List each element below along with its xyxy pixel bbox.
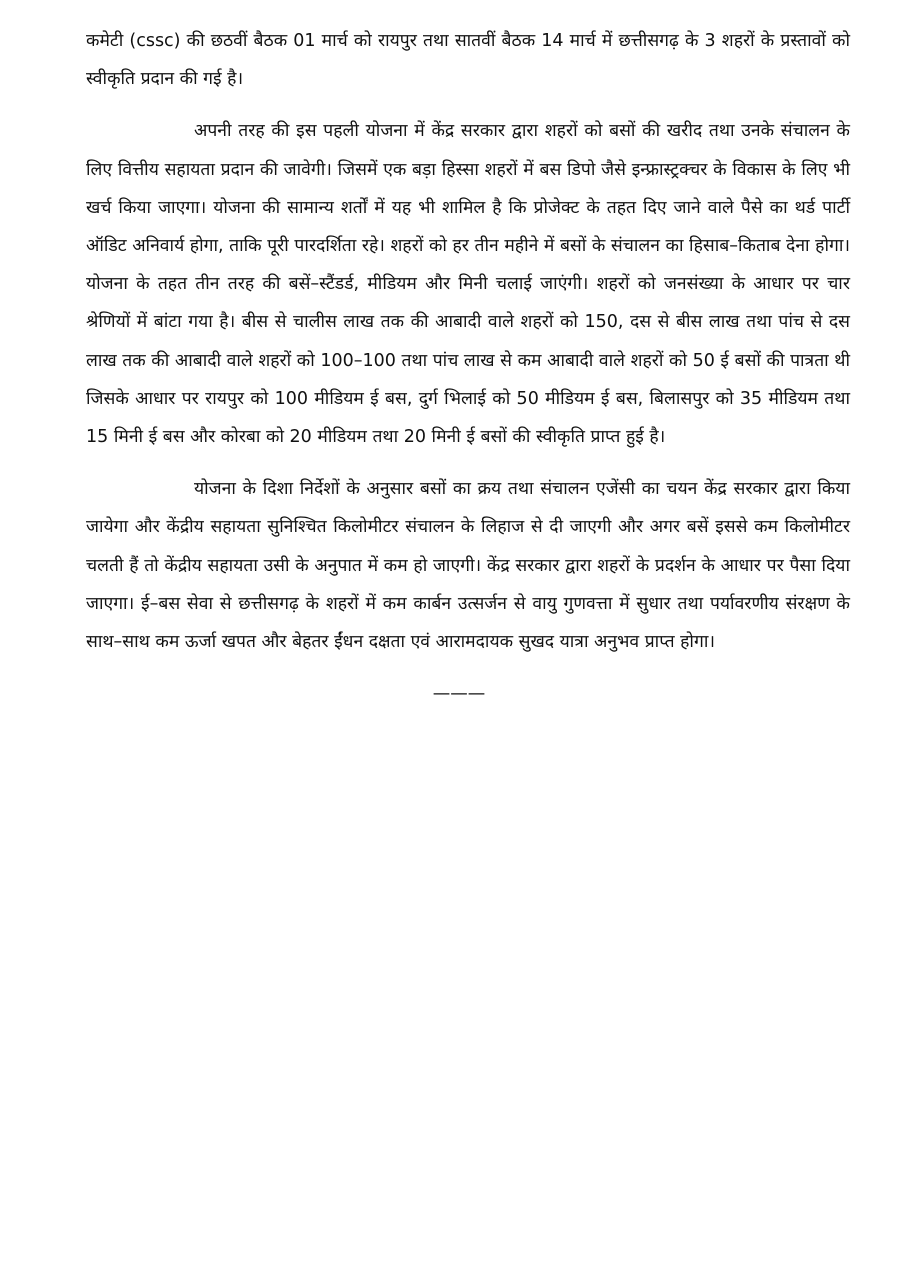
end-of-text-mark: ——— (432, 684, 486, 705)
paragraph-continuation: कमेटी (cssc) की छठवीं बैठक 01 मार्च को रायपुर तथा सातवीं बैठक 14 मार्च में छत्तीसगढ़ के 3 शहरों के प्रस्तावों को स्वीकृति प्रदान की गई है। (86, 31, 850, 90)
paragraph-scheme-details: अपनी तरह की इस पहली योजना में केंद्र सरकार द्वारा शहरों को बसों की खरीद तथा उनके संचालन के लिए वित्तीय सहायता प्रदान की जावेगी। जिसमें एक बड़ा हिस्सा शहरों में बस डिपो जैसे इन्फ्रास्ट्रक्चर के विकास के लिए भी खर्च किया जाएगा। योजना की सामान्य शर्तों में यह भी शामिल है कि प्रोजेक्ट के तहत दिए जाने वाले पैसे का थर्ड पार्टी ऑडिट अनिवार्य होगा, ताकि पूरी पारदर्शिता रहे। शहरों को हर तीन महीने में बसों के संचालन का हिसाब–किताब देना होगा। योजना के तहत तीन तरह की बसें–स्टैंडर्ड, मीडियम और मिनी चलाई जाएंगी। शहरों को जनसंख्या के आधार पर चार श्रेणियों में बांटा गया है। बीस से चालीस लाख तक की आबादी वाले शहरों को 150, दस से बीस लाख तथा पांच से दस लाख तक की आबादी वाले शहरों को 100–100 तथा पांच लाख से कम आबादी वाले शहरों को 50 ई बसों की पात्रता थी जिसके आधार पर रायपुर को 100 मीडियम ई बस, दुर्ग भिलाई को 50 मीडियम ई बस, बिलासपुर को 35 मीडियम तथा 15 मिनी ई बस और कोरबा को 20 मीडियम तथा 20 मिनी ई बसों की स्वीकृति प्राप्त हुई है। (86, 121, 850, 448)
document-page (86, 22, 850, 713)
paragraph-guidelines: योजना के दिशा निर्देशों के अनुसार बसों का क्रय तथा संचालन एजेंसी का चयन केंद्र सरकार द्वारा किया जायेगा और केंद्रीय सहायता सुनिश्चित किलोमीटर संचालन के लिहाज से दी जाएगी और अगर बसें इससे कम किलोमीटर चलती हैं तो केंद्रीय सहायता उसी के अनुपात में कम हो जाएगी। केंद्र सरकार द्वारा शहरों के प्रदर्शन के आधार पर पैसा दिया जाएगा। ई–बस सेवा से छत्तीसगढ़ के शहरों में कम कार्बन उत्सर्जन से वायु गुणवत्ता में सुधार तथा पर्यावरणीय संरक्षण के साथ–साथ कम ऊर्जा खपत और बेहतर ईंधन दक्षता एवं आरामदायक सुखद यात्रा अनुभव प्राप्त होगा। (86, 479, 850, 653)
